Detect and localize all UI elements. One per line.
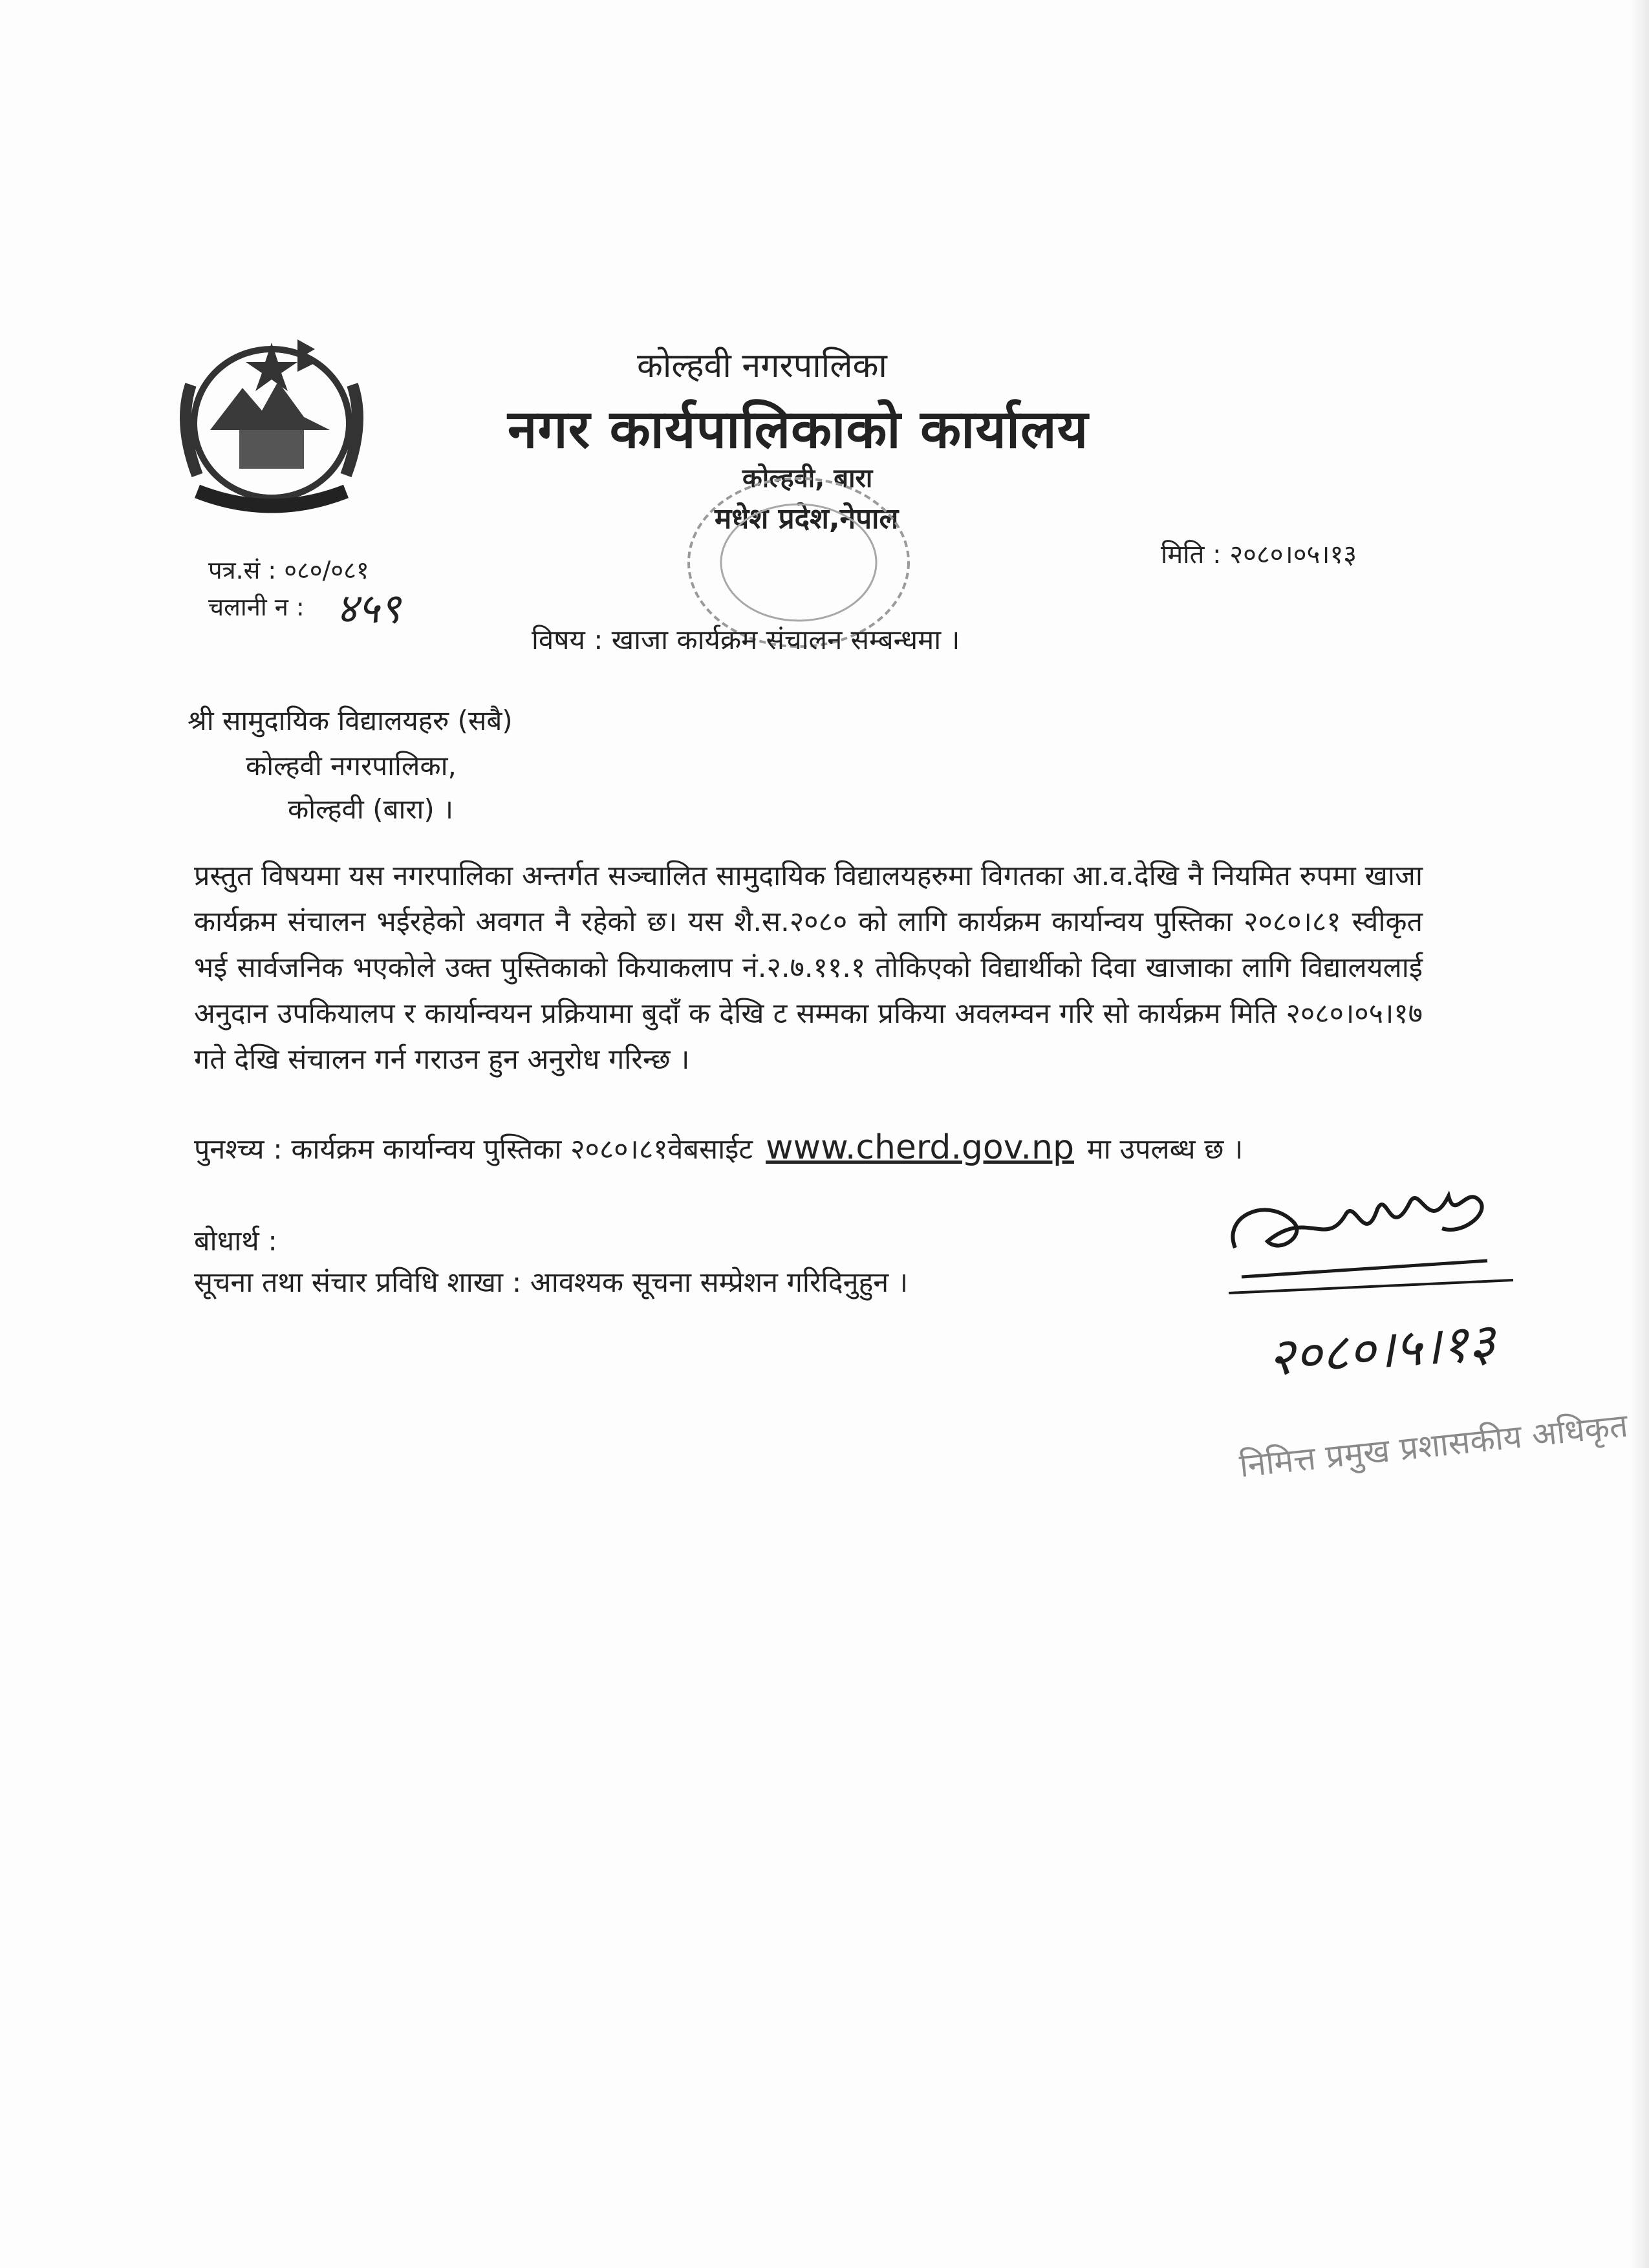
signature-date: २०८०।५।१३ xyxy=(1266,1311,1497,1388)
postscript-suffix: मा उपलब्ध छ । xyxy=(1086,1133,1244,1166)
reference-number: पत्र.सं : ०८०/०८१ xyxy=(208,556,369,584)
addressee-line-3: कोल्हवी (बारा) । xyxy=(288,793,454,825)
office-province: मधेश प्रदेश,नेपाल xyxy=(715,502,899,535)
municipality-name: कोल्हवी नगरपालिका xyxy=(637,347,887,385)
signature-icon xyxy=(1216,1157,1526,1442)
addressee-line-2: कोल्हवी नगरपालिका, xyxy=(246,750,457,782)
chalani-number: ४५९ xyxy=(336,585,401,633)
page-edge-shadow xyxy=(1630,0,1649,2268)
letter-body: प्रस्तुत विषयमा यस नगरपालिका अन्तर्गत सञ्चालित सामुदायिक विद्यालयहरुमा विगतका आ.व.देखि नै नियमित रुपमा खाजा कार्यक्रम संचालन भईरहेको अवगत नै रहेको छ। यस शै.स.२०८० को लागि कार्यक्रम कार्यान्वय पुस्तिका २०८०।८१ स्वीकृत भई सार्वजनिक भएकोले उक्त पुस्तिकाको कियाकलाप नं.२.७.११.१ तोकिएको विद्यार्थीको दिवा खाजाका लागि विद्यालयलाई अनुदान उपकियालप र कार्यान्वयन प्रक्रियामा बुदाँ क देखि ट सम्मका प्रकिया अवलम्वन गरि सो कार्यक्रम मिति २०८०।०५।१७ गते देखि संचालन गर्न गराउन हुन अनुरोध गरिन्छ । xyxy=(194,860,1423,1076)
postscript-prefix: पुनश्च्य : कार्यक्रम कार्यान्वय पुस्तिका २०८०।८१वेबसाईट xyxy=(194,1133,753,1166)
cc-line: सूचना तथा संचार प्रविधि शाखा : आवश्यक सूचना सम्प्रेशन गरिदिनुहुन । xyxy=(194,1267,909,1299)
signatory-title: निमित्त प्रमुख प्रशासकीय अधिकृत xyxy=(1237,1406,1630,1485)
bodhartha-label: बोधार्थ : xyxy=(194,1225,277,1257)
addressee-line-1: श्री सामुदायिक विद्यालयहरु (सबै) xyxy=(188,705,513,736)
letter-date: मिति : २०८०।०५।१३ xyxy=(1161,540,1357,570)
office-title: नगर कार्यपालिकाको कार्यालय xyxy=(508,399,1089,460)
letter-subject: विषय : खाजा कार्यक्रम संचालन सम्बन्धमा । xyxy=(532,624,960,656)
nepal-emblem-icon xyxy=(165,326,378,520)
chalani-label: चलानी न : xyxy=(208,593,305,621)
office-location: कोल्हवी, बारा xyxy=(742,464,873,493)
website-link[interactable]: www.cherd.gov.np xyxy=(766,1128,1074,1167)
